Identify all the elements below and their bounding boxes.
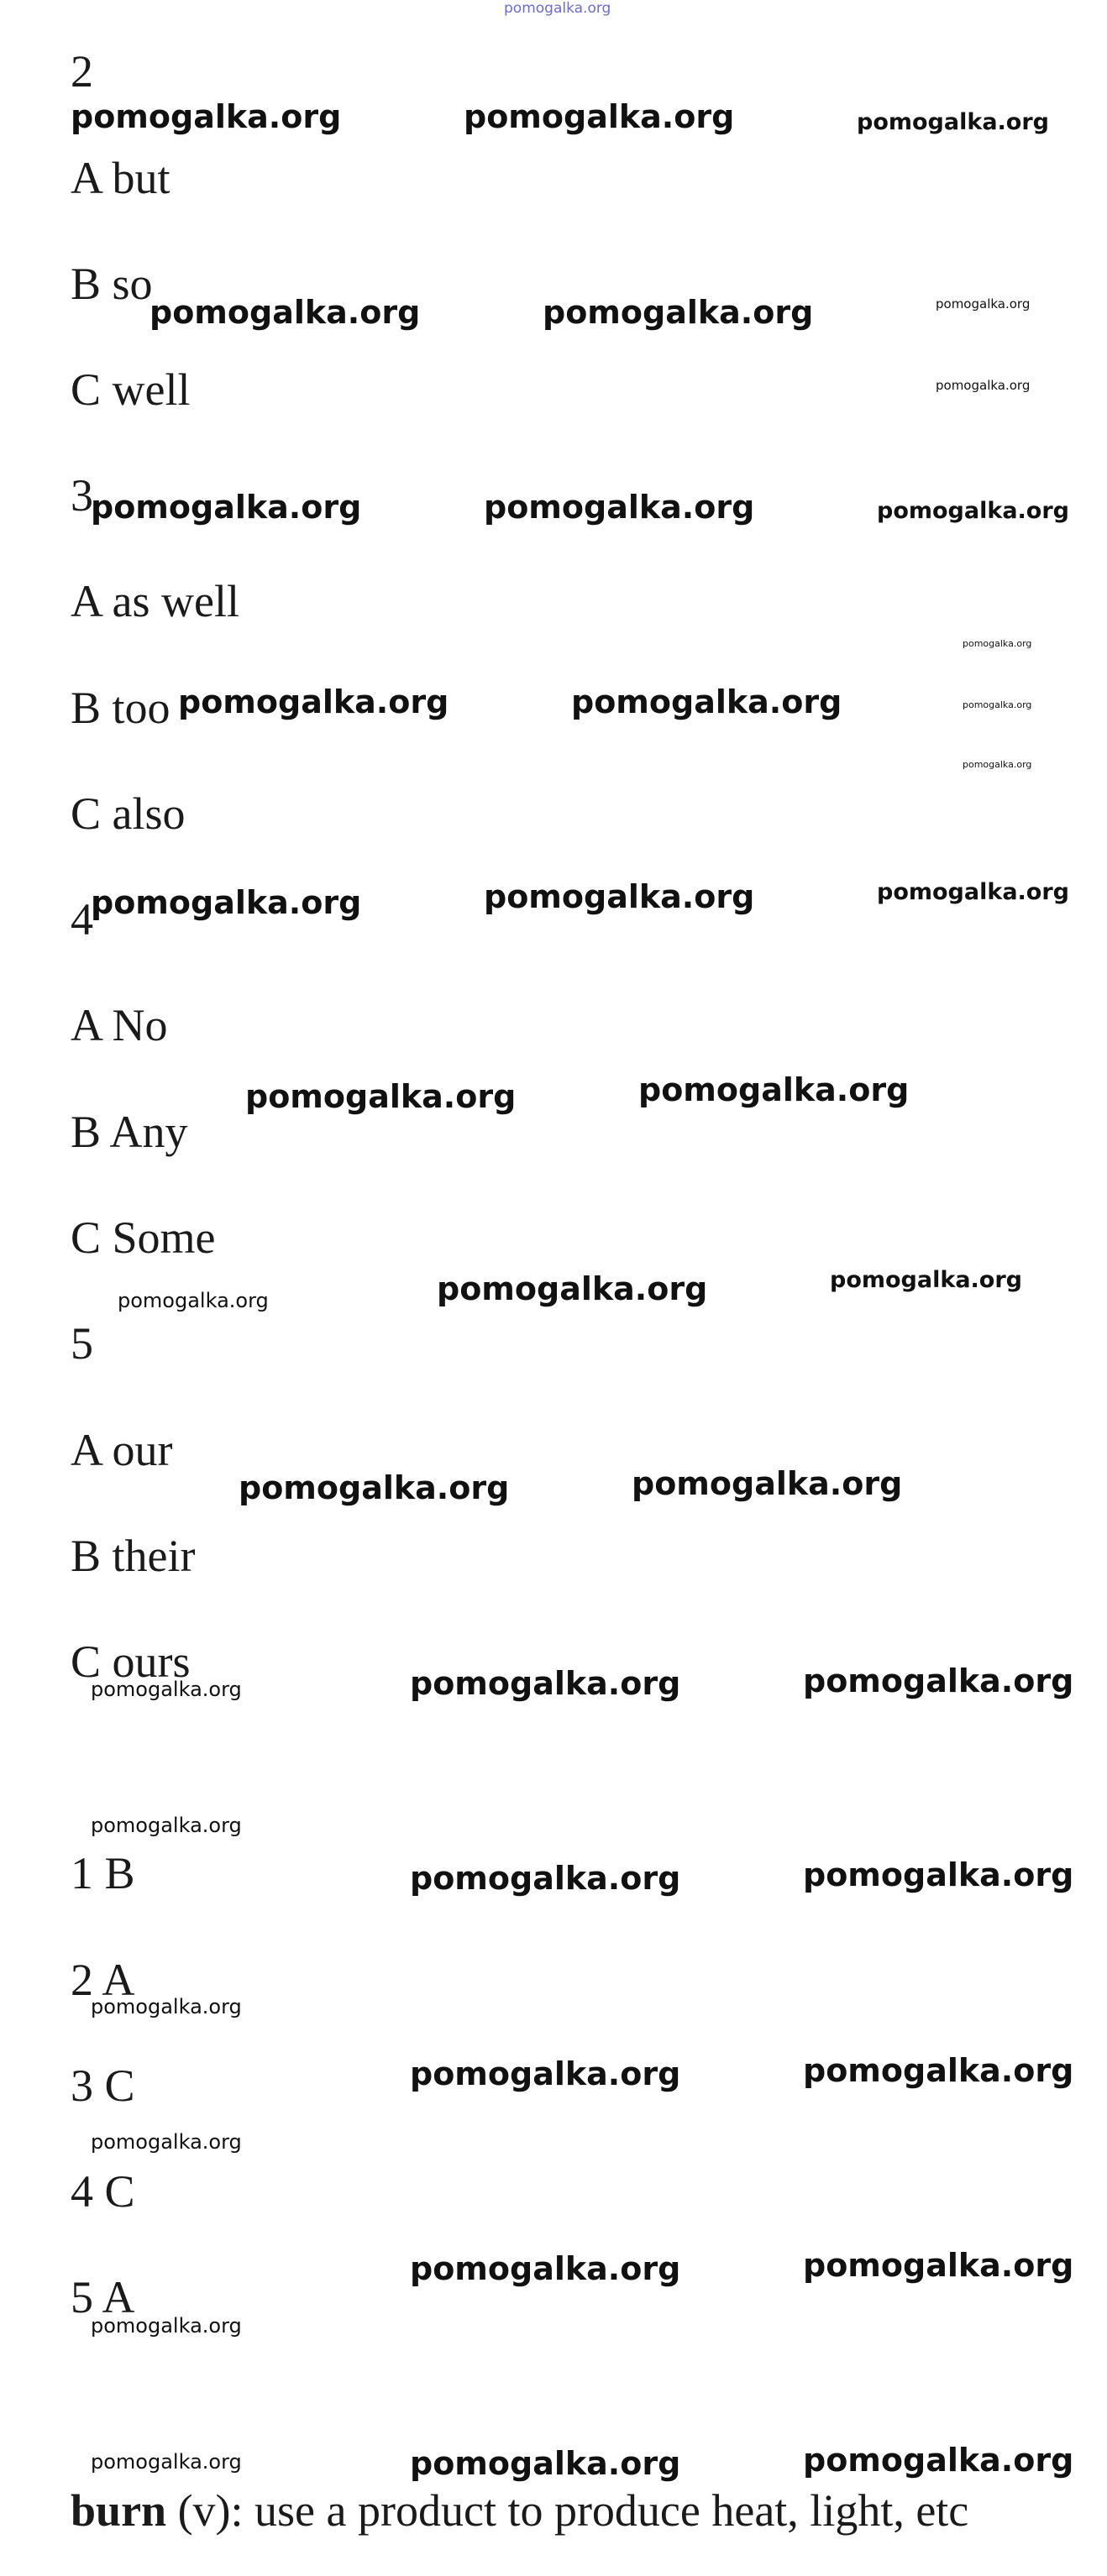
watermark: pomogalka.org — [239, 1469, 510, 1506]
option-5b: B their — [71, 1531, 196, 1581]
answer-5: 5 A — [71, 2272, 135, 2322]
watermark: pomogalka.org — [803, 2442, 1074, 2479]
source-link[interactable]: pomogalka.org — [504, 0, 611, 17]
option-2c: C well — [71, 364, 191, 415]
watermark: pomogalka.org — [632, 1465, 903, 1502]
watermark: pomogalka.org — [410, 1665, 681, 1702]
watermark: pomogalka.org — [91, 1995, 242, 2018]
vocabulary-term: burn — [71, 2485, 167, 2536]
watermark: pomogalka.org — [437, 1270, 708, 1307]
watermark: pomogalka.org — [963, 759, 1032, 770]
vocabulary-meaning: (v): use a product to produce heat, light, etc — [166, 2485, 969, 2536]
watermark: pomogalka.org — [877, 879, 1069, 905]
watermark: pomogalka.org — [877, 498, 1069, 524]
watermark: pomogalka.org — [803, 2247, 1074, 2284]
watermark: pomogalka.org — [410, 2250, 681, 2287]
question-number: 5 — [71, 1318, 93, 1369]
watermark: pomogalka.org — [150, 294, 421, 331]
watermark: pomogalka.org — [118, 1289, 269, 1312]
option-4c: C Some — [71, 1212, 216, 1263]
question-number: 3 — [71, 470, 93, 521]
watermark: pomogalka.org — [91, 884, 362, 921]
watermark: pomogalka.org — [91, 1678, 242, 1701]
watermark: pomogalka.org — [543, 294, 814, 331]
option-2a: A but — [71, 153, 171, 203]
watermark: pomogalka.org — [936, 296, 1031, 312]
option-5a: A our — [71, 1425, 173, 1475]
watermark: pomogalka.org — [638, 1071, 910, 1108]
watermark: pomogalka.org — [464, 98, 735, 135]
watermark: pomogalka.org — [71, 98, 342, 135]
answer-2: 2 A — [71, 1955, 135, 2005]
answer-4: 4 C — [71, 2166, 135, 2217]
watermark: pomogalka.org — [410, 2055, 681, 2092]
watermark: pomogalka.org — [484, 878, 755, 915]
vocabulary-definition — [71, 2485, 968, 2536]
answer-1: 1 B — [71, 1848, 135, 1898]
option-5c: C ours — [71, 1636, 191, 1687]
watermark: pomogalka.org — [803, 1856, 1074, 1893]
watermark: pomogalka.org — [91, 1814, 242, 1837]
watermark: pomogalka.org — [963, 638, 1032, 649]
watermark: pomogalka.org — [410, 1860, 681, 1897]
option-4b: B Any — [71, 1107, 188, 1157]
option-4a: A No — [71, 1000, 168, 1050]
question-number: 4 — [71, 894, 93, 945]
option-3c: C also — [71, 788, 186, 839]
option-3a: A as well — [71, 576, 239, 626]
watermark: pomogalka.org — [91, 489, 362, 526]
question-number: 2 — [71, 46, 93, 97]
watermark: pomogalka.org — [830, 1267, 1022, 1293]
watermark: pomogalka.org — [484, 489, 755, 526]
watermark: pomogalka.org — [91, 2130, 242, 2154]
watermark: pomogalka.org — [936, 378, 1031, 393]
watermark: pomogalka.org — [857, 109, 1049, 135]
watermark: pomogalka.org — [178, 683, 449, 720]
watermark: pomogalka.org — [571, 683, 842, 720]
watermark: pomogalka.org — [91, 2314, 242, 2338]
watermark: pomogalka.org — [963, 699, 1032, 710]
watermark: pomogalka.org — [245, 1078, 517, 1115]
answer-3: 3 C — [71, 2060, 135, 2111]
watermark: pomogalka.org — [803, 2052, 1074, 2089]
watermark: pomogalka.org — [410, 2445, 681, 2482]
watermark: pomogalka.org — [91, 2450, 242, 2474]
watermark: pomogalka.org — [803, 1662, 1074, 1699]
option-3b: B too — [71, 683, 171, 733]
option-2b: B so — [71, 259, 153, 309]
